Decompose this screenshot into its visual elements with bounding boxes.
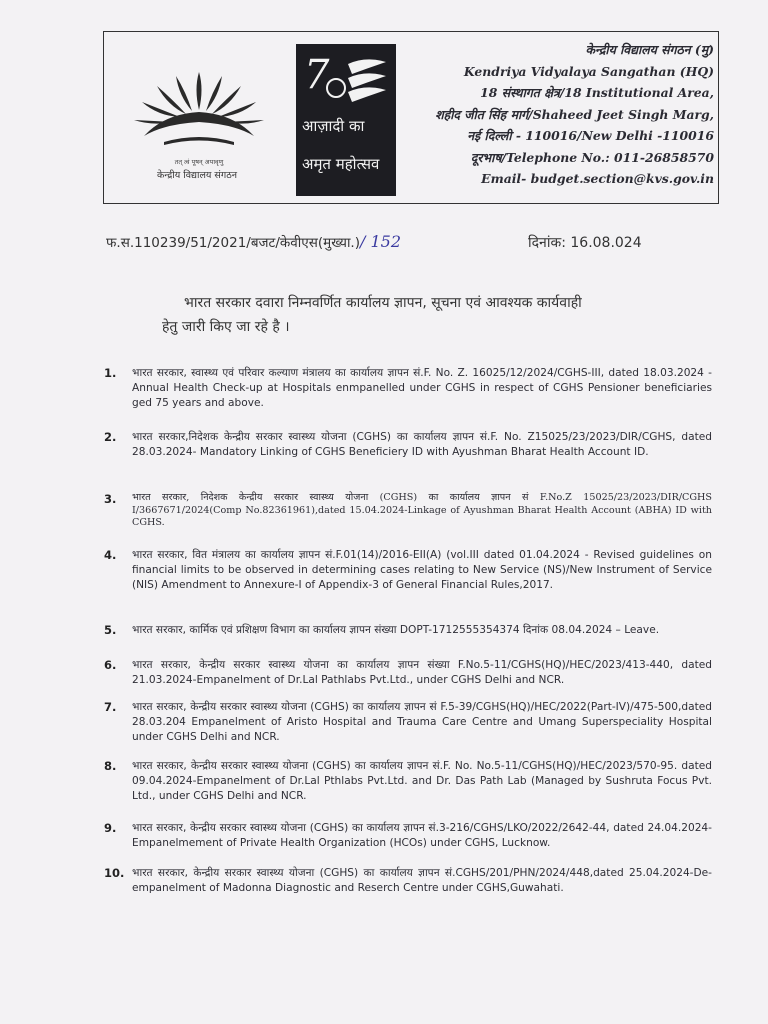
handwritten-number: / 152: [360, 232, 402, 251]
item-number: 6.: [104, 658, 117, 672]
item-number: 9.: [104, 821, 117, 835]
item-number: 8.: [104, 759, 117, 773]
item-number: 10.: [104, 866, 125, 880]
sun-rays-icon: [124, 54, 274, 159]
item-text: भारत सरकार, केन्द्रीय सरकार स्वास्थ्य योजना (CGHS) का कार्यालय ज्ञापन सं.F. No. No.5-11/CGHS(HQ)/HEC/2023/570-95. dated 09.04.2024-Empanelment of Dr.Lal Pthlabs Pvt.Ltd. and Dr. Das Path Lab (Managed by Sushruta Focus Pvt. Ltd., under CGHS Delhi and NCR.: [132, 760, 712, 802]
address-line: केन्द्रीय विद्यालय संगठन (मु): [585, 42, 714, 57]
svg-text:7: 7: [304, 52, 330, 98]
item-number: 7.: [104, 700, 117, 714]
amrit-line2: अमृत महोत्सव: [302, 155, 380, 173]
amrit-line1: आज़ादी का: [302, 117, 365, 135]
azadi-ka-amrit-mahotsav-logo: [296, 44, 396, 196]
item-text: भारत सरकार, केन्द्रीय सरकार स्वास्थ्य योजना (CGHS) का कार्यालय ज्ञापन सं.CGHS/201/PHN/2024/448,dated 25.04.2024-De-empanelment of Madonna Diagnostic and Reserch Centre under CGHS,Guwahati.: [132, 867, 712, 894]
item-number: 2.: [104, 430, 117, 444]
item-text: भारत सरकार, स्वास्थ्य एवं परिवार कल्याण मंत्रालय का कार्यालय ज्ञापन सं.F. No. Z. 16025/12/2024/CGHS-III, dated 18.03.2024 - Annual Health Check-up at Hospitals enmpanelled under CGHS in respect of CGHS Pensioner beneficiaries ged 75 years and above.: [132, 367, 712, 409]
intro-paragraph: [162, 291, 704, 339]
item-number: 5.: [104, 623, 117, 637]
item-text: भारत सरकार, कार्मिक एवं प्रशिक्षण विभाग का कार्यालय ज्ञापन संख्या DOPT-1712555354374 दिनांक 08.04.2024 – Leave.: [132, 624, 660, 636]
item-text: भारत सरकार, निदेशक केन्द्रीय सरकार स्वास्थ्य योजना (CGHS) का कार्यालय ज्ञापन सं F.No.Z 15025/23/2023/DIR/CGHS I/3667671/2024(Comp No.82361961),dated 15.04.2024-Linkage of Ayushman Bharat Health Account (ABHA) ID with CGHS.: [132, 492, 712, 528]
office-address: [384, 39, 714, 190]
letterhead: [103, 31, 719, 204]
address-line: नई दिल्ली - 110016/New Delhi -110016: [467, 128, 714, 143]
item-text: भारत सरकार,निदेशक केन्द्रीय सरकार स्वास्थ्य योजना (CGHS) का कार्यालय ज्ञापन सं.F. No. Z15025/23/2023/DIR/CGHS, dated 28.03.2024- Mandatory Linking of CGHS Beneficiery ID with Ayushman Bharat Health Account ID.: [132, 431, 712, 458]
logo-motto: तत् त्वं पूषन् अपावृणु: [174, 158, 224, 166]
item-text: भारत सरकार, केन्द्रीय सरकार स्वास्थ्य योजना (CGHS) का कार्यालय ज्ञापन सं.3-216/CGHS/LKO/2022/2642-44, dated 24.04.2024- Empanelmement of Private Health Organization (HCOs) under CGHS, Lucknow.: [132, 822, 712, 849]
item-text: भारत सरकार, केन्द्रीय सरकार स्वास्थ्य योजना (CGHS) का कार्यालय ज्ञापन सं F.5-39/CGHS(HQ)/HEC/2022(Part-IV)/475-500,dated 28.03.204 Empanelment of Aristo Hospital and Trauma Care Centre and Umang Superspeciality Hospital under CGHS Delhi and NCR.: [132, 701, 712, 743]
telephone-line: दूरभाष/Telephone No.: 011-26858570: [470, 149, 714, 165]
logo-org-name: केन्द्रीय विद्यालय संगठन: [157, 170, 237, 181]
document-date: दिनांक: 16.08.024: [528, 235, 642, 251]
item-text: भारत सरकार, केन्द्रीय सरकार स्वास्थ्य योजना का कार्यालय ज्ञापन संख्या F.No.5-11/CGHS(HQ)/HEC/2023/413-440, dated 21.03.2024-Empanelment of Dr.Lal Pathlabs Pvt.Ltd., under CGHS Delhi and NCR.: [132, 659, 712, 686]
kvs-logo: [124, 54, 274, 194]
address-line: Kendriya Vidyalaya Sangathan (HQ): [463, 63, 714, 79]
intro-line-2: हेतु जारी किए जा रहे है ।: [162, 319, 290, 335]
intro-line-1: भारत सरकार दवारा निम्नवर्णित कार्यालय ज्ञापन, सूचना एवं आवश्यक कार्यवाही: [184, 295, 582, 311]
item-number: 1.: [104, 366, 117, 380]
item-number: 4.: [104, 548, 117, 562]
address-line: 18 संस्थागत क्षेत्र/18 Institutional Area,: [480, 85, 714, 100]
email-line: Email- budget.section@kvs.gov.in: [481, 171, 714, 186]
amrit-mahotsav-emblem-icon: [296, 44, 396, 114]
file-number: [106, 232, 401, 251]
item-number: 3.: [104, 492, 117, 506]
item-text: भारत सरकार, वित मंत्रालय का कार्यालय ज्ञापन सं.F.01(14)/2016-EII(A) (vol.III dated 01.04.2024 - Revised guidelines on financial limits to be observed in determining cases relating to New Service (NS)/New Instrument of Service (NIS) Amendment to Annexure-I of Appendix-3 of General Financial Rules,2017.: [132, 549, 712, 591]
address-line: शहीद जीत सिंह मार्ग/Shaheed Jeet Singh Marg,: [435, 106, 714, 122]
file-number-text: फ.स.110239/51/2021/बजट/केवीएस(मुख्या.): [106, 235, 360, 251]
